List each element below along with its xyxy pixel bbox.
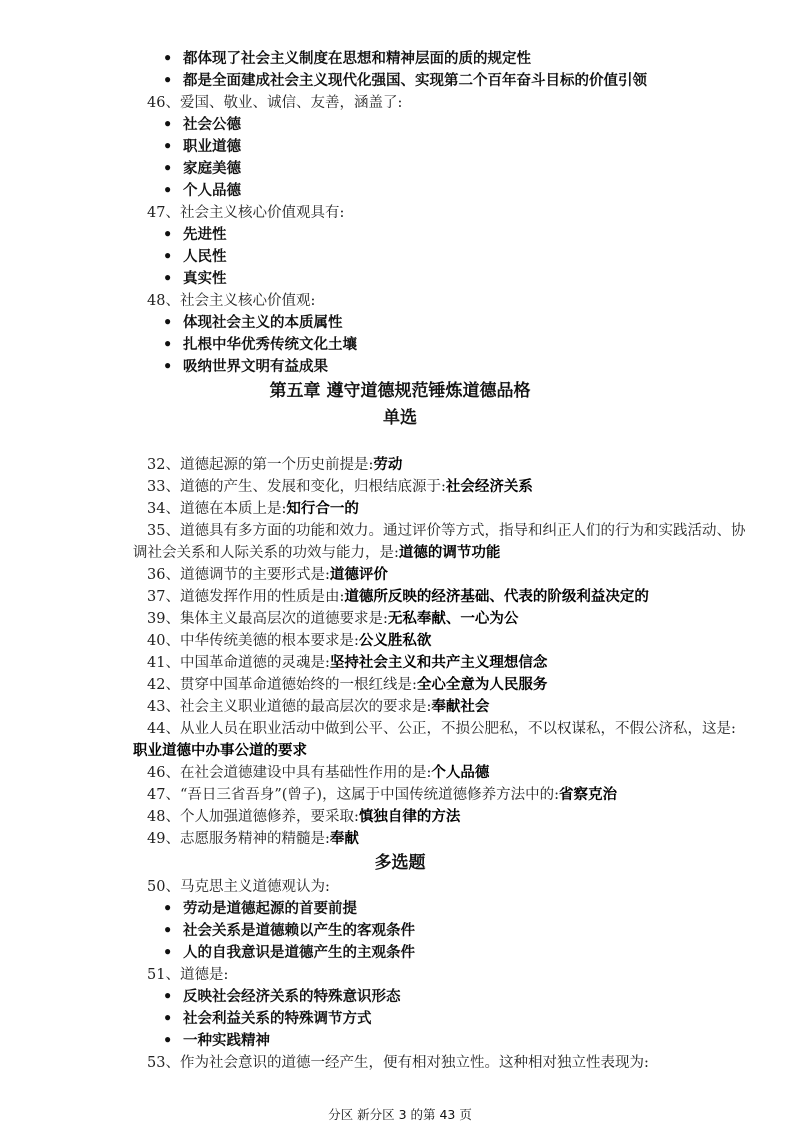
question-46: 46、在社会道德建设中具有基础性作用的是:个人品德 [147,764,490,781]
list-item: • 扎根中华优秀传统文化土壤 [163,334,357,356]
bullet-icon: • [163,116,173,133]
bullet-icon: • [163,138,173,155]
bullet-icon: • [163,336,173,353]
question-48: 48、个人加强道德修养，要采取:慎独自律的方法 [147,808,461,825]
question-39: 39、集体主义最高层次的道德要求是:无私奉献、一心为公 [147,610,519,627]
question-35-line1: 35、道德具有多方面的功能和效力。通过评价等方式，指导和纠正人们的行为和实践活动、协 [147,523,746,539]
question-53: 53、作为社会意识的道德一经产生，便有相对独立性。这种相对独立性表现为: [147,1055,649,1071]
list-item: • 吸纳世界文明有益成果 [163,356,328,378]
section-heading-single: 单选 [383,408,417,428]
question-35-line2: 调社会关系和人际关系的功效与能力，是:道德的调节功能 [133,544,501,561]
page-footer: 分区 新分区 3 的第 43 页 [328,1107,472,1122]
section-heading-multi: 多选题 [374,853,426,873]
list-item: • 社会公德 [163,114,241,136]
bullet-icon: • [163,1010,173,1027]
list-item: • 社会利益关系的特殊调节方式 [163,1008,372,1030]
bullet-icon: • [163,358,173,375]
list-item: • 社会关系是道德赖以产生的客观条件 [163,920,415,942]
bullet-icon: • [163,72,173,89]
bullet-icon: • [163,988,173,1005]
question-36: 36、道德调节的主要形式是:道德评价 [147,566,388,583]
question-48-multi: 48、社会主义核心价值观: [147,293,316,309]
list-item: • 一种实践精神 [163,1030,270,1052]
list-item: • 先进性 [163,224,227,246]
bullet-icon: • [163,944,173,961]
list-item: • 劳动是道德起源的首要前提 [163,898,357,920]
question-40: 40、中华传统美德的根本要求是:公义胜私欲 [147,632,432,649]
question-37: 37、道德发挥作用的性质是由:道德所反映的经济基础、代表的阶级利益决定的 [147,588,649,605]
question-44-line2: 职业道德中办事公道的要求 [133,742,307,759]
question-33: 33、道德的产生、发展和变化，归根结底源于:社会经济关系 [147,478,533,495]
bullet-icon: • [163,50,173,67]
question-43: 43、社会主义职业道德的最高层次的要求是:奉献社会 [147,698,490,715]
chapter-title: 第五章 遵守道德规范锤炼道德品格 [269,381,531,401]
question-47: 47、“吾日三省吾身”(曾子)，这属于中国传统道德修养方法中的:省察克治 [147,786,617,803]
list-item: • 个人品德 [163,180,241,202]
question-41: 41、中国革命道德的灵魂是:坚持社会主义和共产主义理想信念 [147,654,548,671]
question-49: 49、志愿服务精神的精髓是:奉献 [147,830,359,847]
bullet-icon: • [163,922,173,939]
question-47-multi: 47、社会主义核心价值观具有: [147,205,345,221]
question-32: 32、道德起源的第一个历史前提是:劳动 [147,456,403,473]
question-34: 34、道德在本质上是:知行合一的 [147,500,359,517]
list-item: • 人民性 [163,246,227,268]
question-46-multi: 46、爱国、敬业、诚信、友善，涵盖了: [147,95,403,111]
list-item: • 真实性 [163,268,227,290]
question-50: 50、马克思主义道德观认为: [147,879,330,895]
bullet-icon: • [163,270,173,287]
list-item: • 反映社会经济关系的特殊意识形态 [163,986,401,1008]
list-item: • 都是全面建成社会主义现代化强国、实现第二个百年奋斗目标的价值引领 [163,70,647,92]
bullet-icon: • [163,900,173,917]
question-42: 42、贯穿中国革命道德始终的一根红线是:全心全意为人民服务 [147,676,548,693]
question-51: 51、道德是: [147,967,229,983]
question-44-line1: 44、从业人员在职业活动中做到公平、公正，不损公肥私，不以权谋私，不假公济私，这是: [147,721,736,737]
bullet-icon: • [163,160,173,177]
list-item: • 人的自我意识是道德产生的主观条件 [163,942,415,964]
bullet-icon: • [163,1032,173,1049]
bullet-icon: • [163,182,173,199]
bullet-icon: • [163,314,173,331]
bullet-icon: • [163,248,173,265]
bullet-icon: • [163,226,173,243]
list-item: • 职业道德 [163,136,241,158]
list-item: • 体现社会主义的本质属性 [163,312,343,334]
list-item: • 都体现了社会主义制度在思想和精神层面的质的规定性 [163,48,531,70]
list-item: • 家庭美德 [163,158,241,180]
